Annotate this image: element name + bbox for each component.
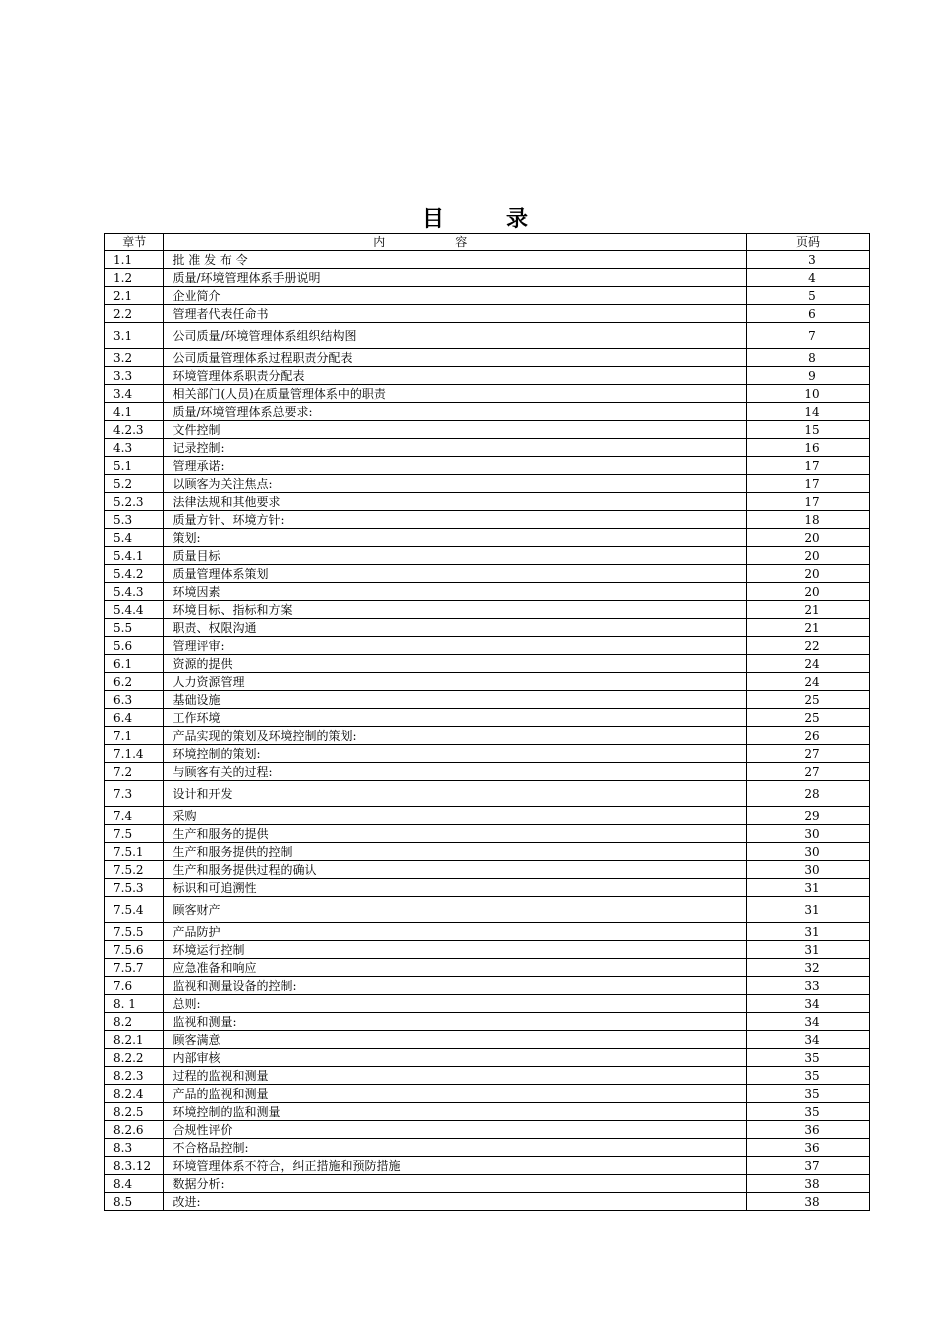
section-number: 7.5.3 — [105, 879, 164, 897]
section-number: 4.2.3 — [105, 421, 164, 439]
page-number: 25 — [746, 709, 869, 727]
section-title: 内部审核 — [164, 1049, 746, 1067]
section-number: 5.1 — [105, 457, 164, 475]
page-number: 28 — [746, 781, 869, 807]
page-number: 36 — [746, 1139, 869, 1157]
page-number: 26 — [746, 727, 869, 745]
page-number: 16 — [746, 439, 869, 457]
page-number: 20 — [746, 583, 869, 601]
page-number: 20 — [746, 565, 869, 583]
section-title: 批 准 发 布 令 — [164, 251, 746, 269]
section-number: 2.1 — [105, 287, 164, 305]
toc-row — [105, 1031, 870, 1049]
page-number: 31 — [746, 923, 869, 941]
section-title: 环境管理体系不符合，纠正措施和预防措施 — [164, 1157, 746, 1175]
page-number: 22 — [746, 637, 869, 655]
toc-row — [105, 601, 870, 619]
toc-row — [105, 421, 870, 439]
section-number: 8.2.4 — [105, 1085, 164, 1103]
section-number: 8.2 — [105, 1013, 164, 1031]
section-title: 环境控制的监和测量 — [164, 1103, 746, 1121]
section-number: 8.2.2 — [105, 1049, 164, 1067]
toc-row — [105, 1139, 870, 1157]
section-number: 6.2 — [105, 673, 164, 691]
section-title: 生产和服务提供的控制 — [164, 843, 746, 861]
section-number: 5.4.2 — [105, 565, 164, 583]
section-title: 标识和可追溯性 — [164, 879, 746, 897]
section-title: 环境管理体系职责分配表 — [164, 367, 746, 385]
toc-row — [105, 287, 870, 305]
toc-row — [105, 843, 870, 861]
section-title: 采购 — [164, 807, 746, 825]
section-number: 8. 1 — [105, 995, 164, 1013]
section-number: 1.1 — [105, 251, 164, 269]
page-number: 34 — [746, 1031, 869, 1049]
toc-row — [105, 959, 870, 977]
content-column-header: 内容 — [164, 234, 746, 251]
section-title: 设计和开发 — [164, 781, 746, 807]
section-number: 3.3 — [105, 367, 164, 385]
section-title: 应急准备和响应 — [164, 959, 746, 977]
toc-row — [105, 269, 870, 287]
section-title: 管理者代表任命书 — [164, 305, 746, 323]
toc-row — [105, 1049, 870, 1067]
toc-row — [105, 1175, 870, 1193]
toc-row — [105, 349, 870, 367]
section-number: 3.4 — [105, 385, 164, 403]
page-number: 27 — [746, 763, 869, 781]
toc-table — [104, 233, 870, 1211]
toc-row — [105, 1157, 870, 1175]
section-number: 1.2 — [105, 269, 164, 287]
page-number: 37 — [746, 1157, 869, 1175]
page-number: 8 — [746, 349, 869, 367]
section-number: 7.3 — [105, 781, 164, 807]
section-title: 策划: — [164, 529, 746, 547]
section-number: 8.2.1 — [105, 1031, 164, 1049]
section-number: 8.2.5 — [105, 1103, 164, 1121]
section-title: 公司质量管理体系过程职责分配表 — [164, 349, 746, 367]
section-title: 文件控制 — [164, 421, 746, 439]
page-number: 7 — [746, 323, 869, 349]
section-number: 8.2.3 — [105, 1067, 164, 1085]
page-number: 29 — [746, 807, 869, 825]
section-number: 6.4 — [105, 709, 164, 727]
section-number: 7.5 — [105, 825, 164, 843]
section-number: 2.2 — [105, 305, 164, 323]
section-number: 5.4.4 — [105, 601, 164, 619]
toc-row — [105, 367, 870, 385]
section-title: 质量管理体系策划 — [164, 565, 746, 583]
page-title: 目录 — [421, 207, 590, 232]
page-number: 6 — [746, 305, 869, 323]
section-number: 7.5.5 — [105, 923, 164, 941]
page-number: 3 — [746, 251, 869, 269]
section-title: 生产和服务提供过程的确认 — [164, 861, 746, 879]
toc-row — [105, 529, 870, 547]
section-title: 质量/环境管理体系手册说明 — [164, 269, 746, 287]
page-number: 9 — [746, 367, 869, 385]
section-number: 7.5.6 — [105, 941, 164, 959]
page-number: 30 — [746, 843, 869, 861]
page-number: 35 — [746, 1103, 869, 1121]
page-number: 21 — [746, 601, 869, 619]
section-title: 顾客满意 — [164, 1031, 746, 1049]
page-number: 10 — [746, 385, 869, 403]
section-column-header: 章节 — [105, 234, 164, 251]
page-number: 38 — [746, 1175, 869, 1193]
section-number: 7.1 — [105, 727, 164, 745]
section-title: 环境运行控制 — [164, 941, 746, 959]
section-title: 公司质量/环境管理体系组织结构图 — [164, 323, 746, 349]
section-number: 5.6 — [105, 637, 164, 655]
toc-row — [105, 709, 870, 727]
section-title: 质量/环境管理体系总要求: — [164, 403, 746, 421]
toc-row — [105, 583, 870, 601]
section-title: 法律法规和其他要求 — [164, 493, 746, 511]
toc-row — [105, 1121, 870, 1139]
section-title: 人力资源管理 — [164, 673, 746, 691]
section-number: 6.3 — [105, 691, 164, 709]
section-number: 5.4.3 — [105, 583, 164, 601]
toc-row — [105, 879, 870, 897]
section-title: 产品的监视和测量 — [164, 1085, 746, 1103]
page-number: 5 — [746, 287, 869, 305]
section-title: 以顾客为关注焦点: — [164, 475, 746, 493]
page-number: 15 — [746, 421, 869, 439]
section-title: 职责、权限沟通 — [164, 619, 746, 637]
toc-row — [105, 323, 870, 349]
section-title: 质量方针、环境方针: — [164, 511, 746, 529]
page-number: 31 — [746, 897, 869, 923]
toc-row — [105, 995, 870, 1013]
page-number: 30 — [746, 825, 869, 843]
toc-row — [105, 493, 870, 511]
section-title: 记录控制: — [164, 439, 746, 457]
toc-header-row — [105, 234, 870, 251]
section-title: 与顾客有关的过程: — [164, 763, 746, 781]
page-number: 21 — [746, 619, 869, 637]
toc-row — [105, 781, 870, 807]
page-number: 31 — [746, 879, 869, 897]
toc-row — [105, 1013, 870, 1031]
page-number: 25 — [746, 691, 869, 709]
toc-row — [105, 565, 870, 583]
toc-row — [105, 745, 870, 763]
page-number: 18 — [746, 511, 869, 529]
section-number: 5.5 — [105, 619, 164, 637]
page-number: 17 — [746, 493, 869, 511]
page-column-header: 页码 — [746, 234, 869, 251]
section-number: 3.1 — [105, 323, 164, 349]
page-number: 38 — [746, 1193, 869, 1211]
page-number: 34 — [746, 1013, 869, 1031]
section-number: 7.2 — [105, 763, 164, 781]
section-title: 管理评审: — [164, 637, 746, 655]
page-number: 14 — [746, 403, 869, 421]
toc-row — [105, 475, 870, 493]
section-number: 5.2.3 — [105, 493, 164, 511]
toc-row — [105, 403, 870, 421]
toc-row — [105, 941, 870, 959]
page-number: 35 — [746, 1049, 869, 1067]
section-number: 8.4 — [105, 1175, 164, 1193]
section-title: 生产和服务的提供 — [164, 825, 746, 843]
section-number: 6.1 — [105, 655, 164, 673]
section-title: 工作环境 — [164, 709, 746, 727]
section-number: 4.3 — [105, 439, 164, 457]
section-title: 环境控制的策划: — [164, 745, 746, 763]
page-number: 17 — [746, 457, 869, 475]
page-number: 20 — [746, 529, 869, 547]
page-number: 4 — [746, 269, 869, 287]
toc-row — [105, 619, 870, 637]
section-number: 7.4 — [105, 807, 164, 825]
toc-row — [105, 457, 870, 475]
toc-body — [105, 251, 870, 1211]
section-title: 产品实现的策划及环境控制的策划: — [164, 727, 746, 745]
toc-row — [105, 673, 870, 691]
toc-row — [105, 305, 870, 323]
toc-row — [105, 1103, 870, 1121]
section-title: 企业简介 — [164, 287, 746, 305]
page-number: 36 — [746, 1121, 869, 1139]
section-title: 不合格品控制: — [164, 1139, 746, 1157]
section-title: 顾客财产 — [164, 897, 746, 923]
section-number: 7.6 — [105, 977, 164, 995]
section-title: 基础设施 — [164, 691, 746, 709]
toc-row — [105, 825, 870, 843]
section-number: 5.3 — [105, 511, 164, 529]
page-number: 31 — [746, 941, 869, 959]
section-title: 总则: — [164, 995, 746, 1013]
toc-row — [105, 691, 870, 709]
section-number: 8.3.12 — [105, 1157, 164, 1175]
section-number: 7.5.2 — [105, 861, 164, 879]
page-number: 35 — [746, 1085, 869, 1103]
toc-row — [105, 251, 870, 269]
section-title: 改进: — [164, 1193, 746, 1211]
page-number: 34 — [746, 995, 869, 1013]
section-number: 8.5 — [105, 1193, 164, 1211]
toc-row — [105, 547, 870, 565]
page-number: 24 — [746, 673, 869, 691]
toc-row — [105, 897, 870, 923]
page-number: 32 — [746, 959, 869, 977]
section-number: 3.2 — [105, 349, 164, 367]
section-title: 过程的监视和测量 — [164, 1067, 746, 1085]
page-number: 20 — [746, 547, 869, 565]
toc-row — [105, 807, 870, 825]
toc-row — [105, 1067, 870, 1085]
toc-row — [105, 763, 870, 781]
page-number: 33 — [746, 977, 869, 995]
page-number: 24 — [746, 655, 869, 673]
section-title: 产品防护 — [164, 923, 746, 941]
section-number: 8.2.6 — [105, 1121, 164, 1139]
toc-row — [105, 439, 870, 457]
section-title: 监视和测量: — [164, 1013, 746, 1031]
section-number: 8.3 — [105, 1139, 164, 1157]
page-number: 27 — [746, 745, 869, 763]
toc-row — [105, 1085, 870, 1103]
toc-row — [105, 727, 870, 745]
section-number: 7.5.7 — [105, 959, 164, 977]
page-number: 35 — [746, 1067, 869, 1085]
section-number: 7.1.4 — [105, 745, 164, 763]
toc-row — [105, 385, 870, 403]
toc-row — [105, 511, 870, 529]
section-title: 环境因素 — [164, 583, 746, 601]
section-number: 4.1 — [105, 403, 164, 421]
section-number: 5.2 — [105, 475, 164, 493]
section-number: 5.4.1 — [105, 547, 164, 565]
toc-row — [105, 637, 870, 655]
section-title: 资源的提供 — [164, 655, 746, 673]
page-number: 30 — [746, 861, 869, 879]
section-number: 5.4 — [105, 529, 164, 547]
toc-row — [105, 977, 870, 995]
page-number: 17 — [746, 475, 869, 493]
section-title: 监视和测量设备的控制: — [164, 977, 746, 995]
section-title: 管理承诺: — [164, 457, 746, 475]
section-title: 合规性评价 — [164, 1121, 746, 1139]
section-title: 环境目标、指标和方案 — [164, 601, 746, 619]
toc-row — [105, 1193, 870, 1211]
toc-row — [105, 655, 870, 673]
section-number: 7.5.1 — [105, 843, 164, 861]
section-title: 相关部门(人员)在质量管理体系中的职责 — [164, 385, 746, 403]
section-number: 7.5.4 — [105, 897, 164, 923]
toc-row — [105, 861, 870, 879]
section-title: 数据分析: — [164, 1175, 746, 1193]
section-title: 质量目标 — [164, 547, 746, 565]
toc-row — [105, 923, 870, 941]
